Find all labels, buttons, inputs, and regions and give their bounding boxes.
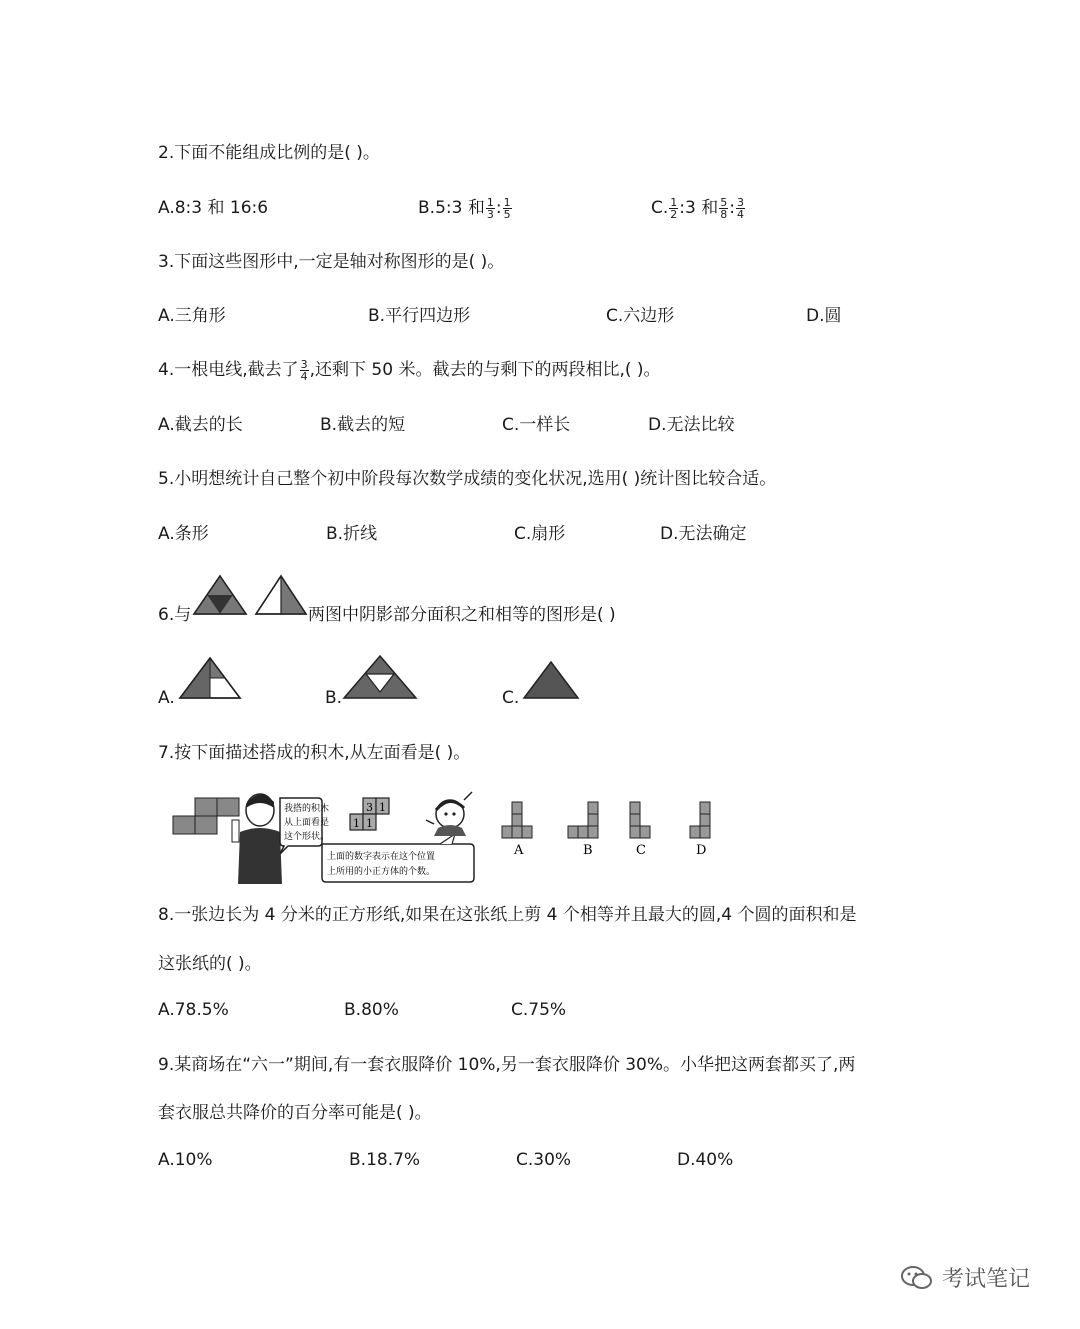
wechat-icon xyxy=(900,1264,934,1292)
q9-option-a: A.10% xyxy=(158,1150,213,1170)
fraction: $\frac{3}{4}$ xyxy=(300,357,308,383)
q4-option-a: A.截去的长 xyxy=(158,415,243,435)
q7-illustration xyxy=(170,786,730,888)
q6-option-b-label: B. xyxy=(325,688,343,708)
fraction: $\frac{1}{5}$ xyxy=(503,195,511,221)
q7-choice-a xyxy=(502,802,532,838)
q8-stem-line2: 这张纸的( )。 xyxy=(158,954,262,974)
q8-stem-line1: 8.一张边长为 4 分米的正方形纸,如果在这张纸上剪 4 个相等并且最大的圆,4 个圆的面积和是 xyxy=(158,905,857,925)
q6-option-c-figure xyxy=(522,660,580,700)
q9-option-b: B.18.7% xyxy=(349,1150,421,1170)
watermark-text: 考试笔记 xyxy=(942,1267,1031,1292)
q6-option-b-figure xyxy=(342,654,418,700)
q4-option-d: D.无法比较 xyxy=(648,415,735,435)
q7-choice-a-label: A xyxy=(514,843,524,858)
q6-option-a-label: A. xyxy=(158,688,175,708)
q7-top-view-shape xyxy=(173,798,239,834)
q8-option-b: B.80% xyxy=(344,1000,399,1020)
q9-stem-line2: 套衣服总共降价的百分率可能是( )。 xyxy=(158,1103,432,1123)
q2-option-b: B.5:3 和 $\frac{1}{3}$ : $\frac{1}{5}$ xyxy=(418,195,511,221)
q7-choice-b xyxy=(568,802,598,838)
q7-choice-d-label: D xyxy=(696,843,707,858)
q4-option-c: C.一样长 xyxy=(502,415,571,435)
grid-digit: 1 xyxy=(366,817,373,830)
q9-option-d: D.40% xyxy=(677,1150,734,1170)
fraction: $\frac{5}{8}$ xyxy=(720,195,728,221)
q6-option-c-label: C. xyxy=(502,688,520,708)
grid-digit: 1 xyxy=(353,817,360,830)
q3-option-c: C.六边形 xyxy=(606,306,675,326)
svg-text:我搭的积木: 我搭的积木 xyxy=(284,804,330,814)
q8-option-a: A.78.5% xyxy=(158,1000,229,1020)
q7-choice-c xyxy=(630,802,650,838)
q4-option-b: B.截去的短 xyxy=(320,415,406,435)
q9-stem-line1: 9.某商场在“六一”期间,有一套衣服降价 10%,另一套衣服降价 30%。小华把这两套都买了,两 xyxy=(158,1055,856,1075)
speech-bubble-2 xyxy=(322,834,474,882)
grid-digit: 3 xyxy=(366,801,373,814)
q6-stem-post: 两图中阴影部分面积之和相等的图形是( ) xyxy=(308,605,616,625)
q3-option-d: D.圆 xyxy=(806,306,842,326)
q7-choice-d xyxy=(690,802,710,838)
q7-choice-b-label: B xyxy=(583,843,593,858)
q5-option-b: B.折线 xyxy=(326,524,378,544)
q6-reference-figure-1 xyxy=(192,574,248,616)
q6-option-a-figure xyxy=(178,656,242,700)
q2-option-a: A.8:3 和 16:6 xyxy=(158,198,269,218)
q6-stem-pre: 6.与 xyxy=(158,605,192,625)
q7-choice-c-label: C xyxy=(636,843,646,858)
q2-option-c: C. $\frac{1}{2}$ :3 和 $\frac{5}{8}$ : $\frac{3}{4}$ xyxy=(651,195,744,221)
q8-option-c: C.75% xyxy=(511,1000,567,1020)
q5-option-d: D.无法确定 xyxy=(660,524,747,544)
svg-text:从上面看是: 从上面看是 xyxy=(284,818,330,828)
fraction: $\frac{3}{4}$ xyxy=(736,195,744,221)
girl-illustration xyxy=(426,792,472,836)
q6-reference-figure-2 xyxy=(254,574,308,616)
q3-option-a: A.三角形 xyxy=(158,306,226,326)
q5-option-c: C.扇形 xyxy=(514,524,566,544)
q3-stem: 3.下面这些图形中,一定是轴对称图形的是( )。 xyxy=(158,252,505,272)
fraction: $\frac{1}{3}$ xyxy=(486,195,494,221)
q7-stem: 7.按下面描述搭成的积木,从左面看是( )。 xyxy=(158,743,471,763)
q5-stem: 5.小明想统计自己整个初中阶段每次数学成绩的变化状况,选用( )统计图比较合适。 xyxy=(158,469,777,489)
q9-option-c: C.30% xyxy=(516,1150,572,1170)
svg-text:上面的数字表示在这个位置: 上面的数字表示在这个位置 xyxy=(327,852,436,862)
svg-text:这个形状。: 这个形状。 xyxy=(284,832,330,842)
q3-option-b: B.平行四边形 xyxy=(368,306,471,326)
watermark xyxy=(900,1262,1030,1293)
fraction: $\frac{1}{2}$ xyxy=(670,195,678,221)
grid-digit: 1 xyxy=(379,801,386,814)
q5-option-a: A.条形 xyxy=(158,524,209,544)
q4-stem: 4.一根电线,截去了 $\frac{3}{4}$ ,还剩下 50 米。截去的与剩下的两段相比,( )。 xyxy=(158,357,661,383)
svg-text:上所用的小正方体的个数。: 上所用的小正方体的个数。 xyxy=(327,867,436,877)
q2-option-b-prefix: B.5:3 和 xyxy=(418,198,485,218)
q2-stem: 2.下面不能组成比例的是( )。 xyxy=(158,143,380,163)
